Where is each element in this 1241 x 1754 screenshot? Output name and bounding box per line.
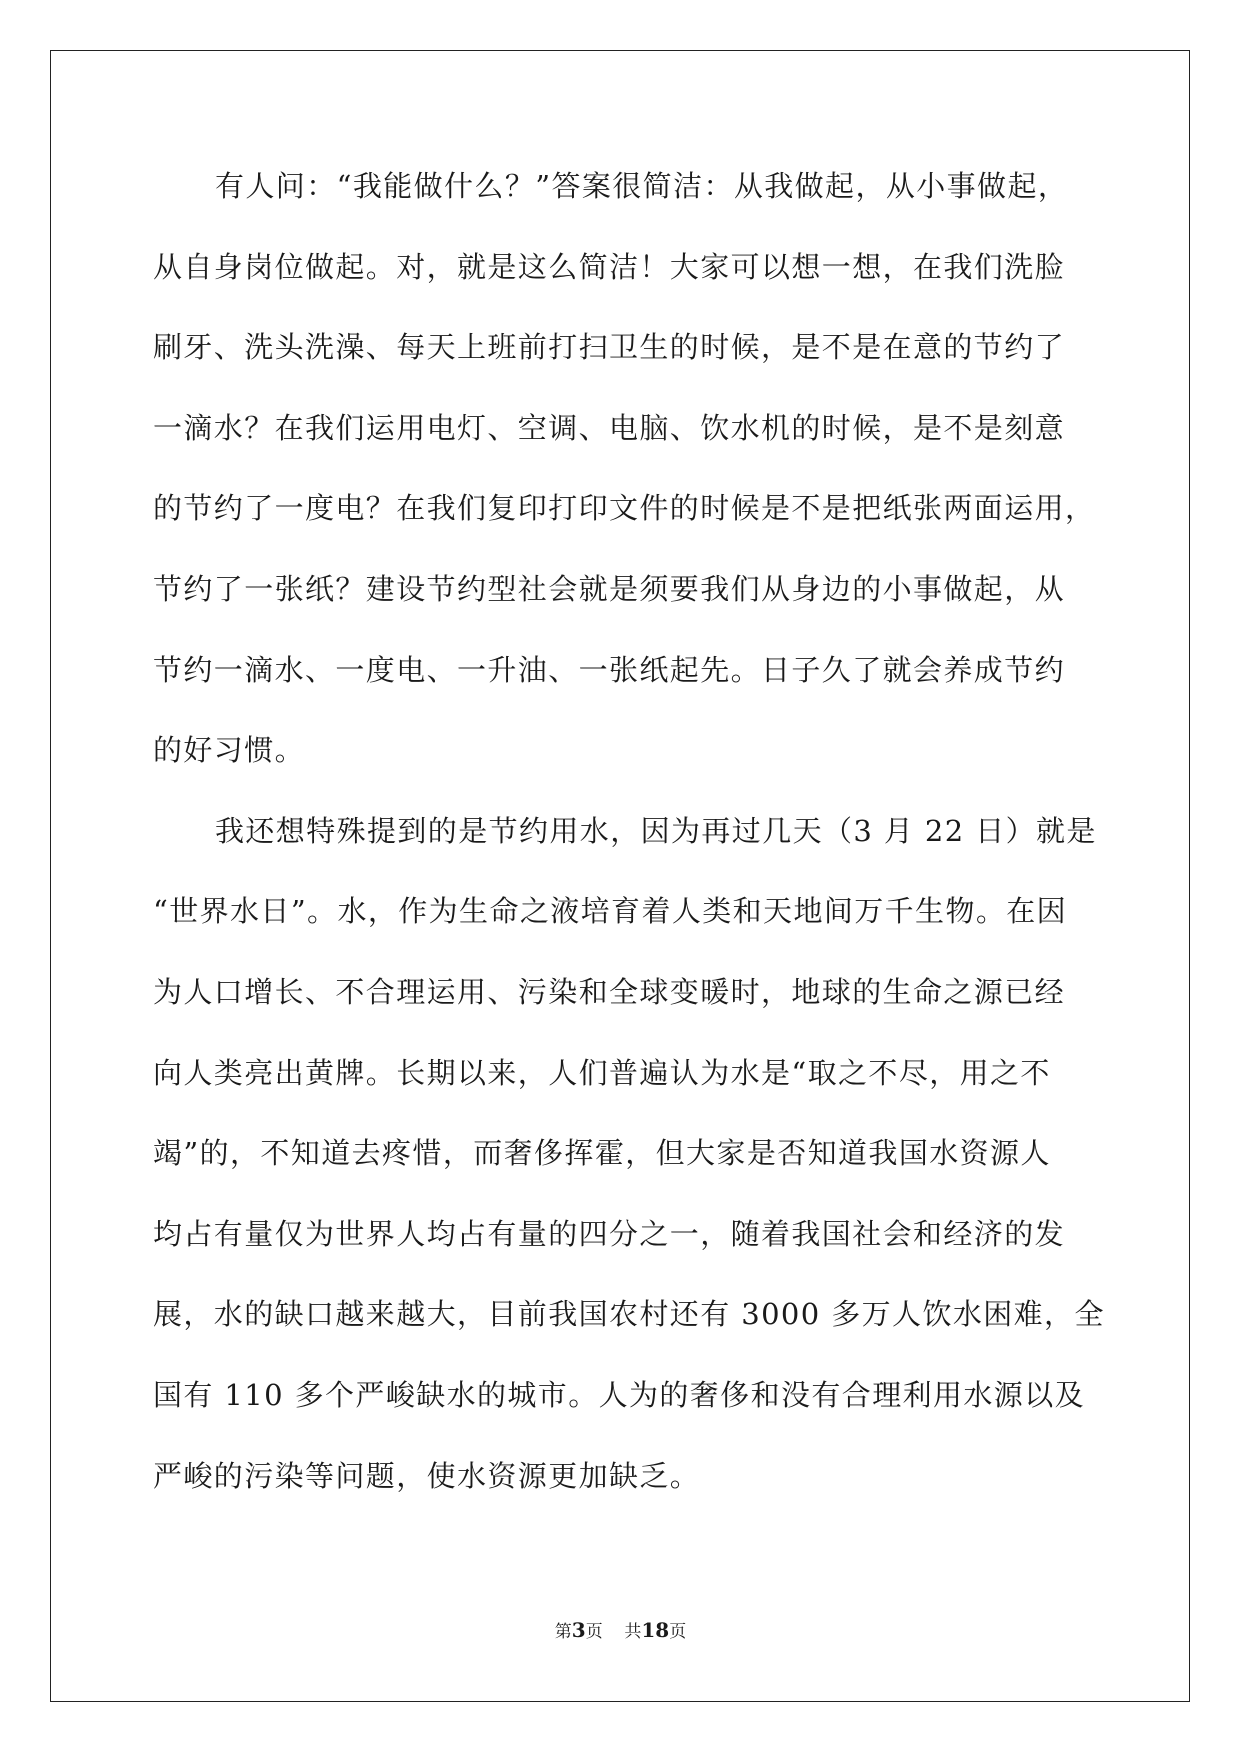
paragraph-1	[153, 166, 1096, 811]
total-pages-prefix: 共	[624, 1622, 642, 1642]
text-line: 一滴水？在我们运用电灯、空调、电脑、饮水机的时候，是不是刻意	[153, 410, 1066, 445]
page-footer	[0, 1618, 1241, 1644]
text-line: 从自身岗位做起。对，就是这么简洁！大家可以想一想，在我们洗脸	[153, 249, 1066, 284]
text-line: 展，水的缺口越来越大，目前我国农村还有 3000 多万人饮水困难，全	[153, 1297, 1105, 1332]
text-line: 有人问：“我能做什么？”答案很简洁：从我做起，从小事做起，	[215, 169, 1069, 203]
page-number-prefix: 第	[554, 1622, 572, 1642]
text-line: 的好习惯。	[153, 733, 306, 768]
text-line: 刷牙、洗头洗澡、每天上班前打扫卫生的时候，是不是在意的节约了	[153, 330, 1066, 365]
text-line: 我还想特殊提到的是节约用水，因为再过几天（3 月 22 日）就是	[215, 813, 1097, 848]
text-line: 竭”的，不知道去疼惜，而奢侈挥霍，但大家是否知道我国水资源人	[153, 1136, 1051, 1171]
current-page-number: 3	[571, 1618, 586, 1642]
text-line: “世界水日”。水，作为生命之液培育着人类和天地间万千生物。在因	[153, 894, 1068, 929]
text-line: 均占有量仅为世界人均占有量的四分之一，随着我国社会和经济的发	[153, 1216, 1066, 1251]
text-line: 节约一滴水、一度电、一升油、一张纸起先。日子久了就会养成节约	[153, 652, 1066, 687]
paragraph-2	[153, 811, 1105, 1536]
text-line: 向人类亮出黄牌。长期以来，人们普遍认为水是“取之不尽，用之不	[153, 1055, 1051, 1090]
text-line: 为人口增长、不合理运用、污染和全球变暖时，地球的生命之源已经	[153, 974, 1066, 1009]
text-line: 国有 110 多个严峻缺水的城市。人为的奢侈和没有合理利用水源以及	[153, 1377, 1085, 1412]
total-pages-unit: 页	[669, 1622, 687, 1642]
text-line: 节约了一张纸？建设节约型社会就是须要我们从身边的小事做起，从	[153, 571, 1066, 606]
document-body	[153, 166, 1105, 1536]
total-pages-number: 18	[641, 1618, 670, 1642]
text-line: 严峻的污染等问题，使水资源更加缺乏。	[153, 1458, 701, 1493]
page-unit: 页	[585, 1622, 603, 1642]
text-line: 的节约了一度电？在我们复印打印文件的时候是不是把纸张两面运用，	[153, 491, 1096, 526]
